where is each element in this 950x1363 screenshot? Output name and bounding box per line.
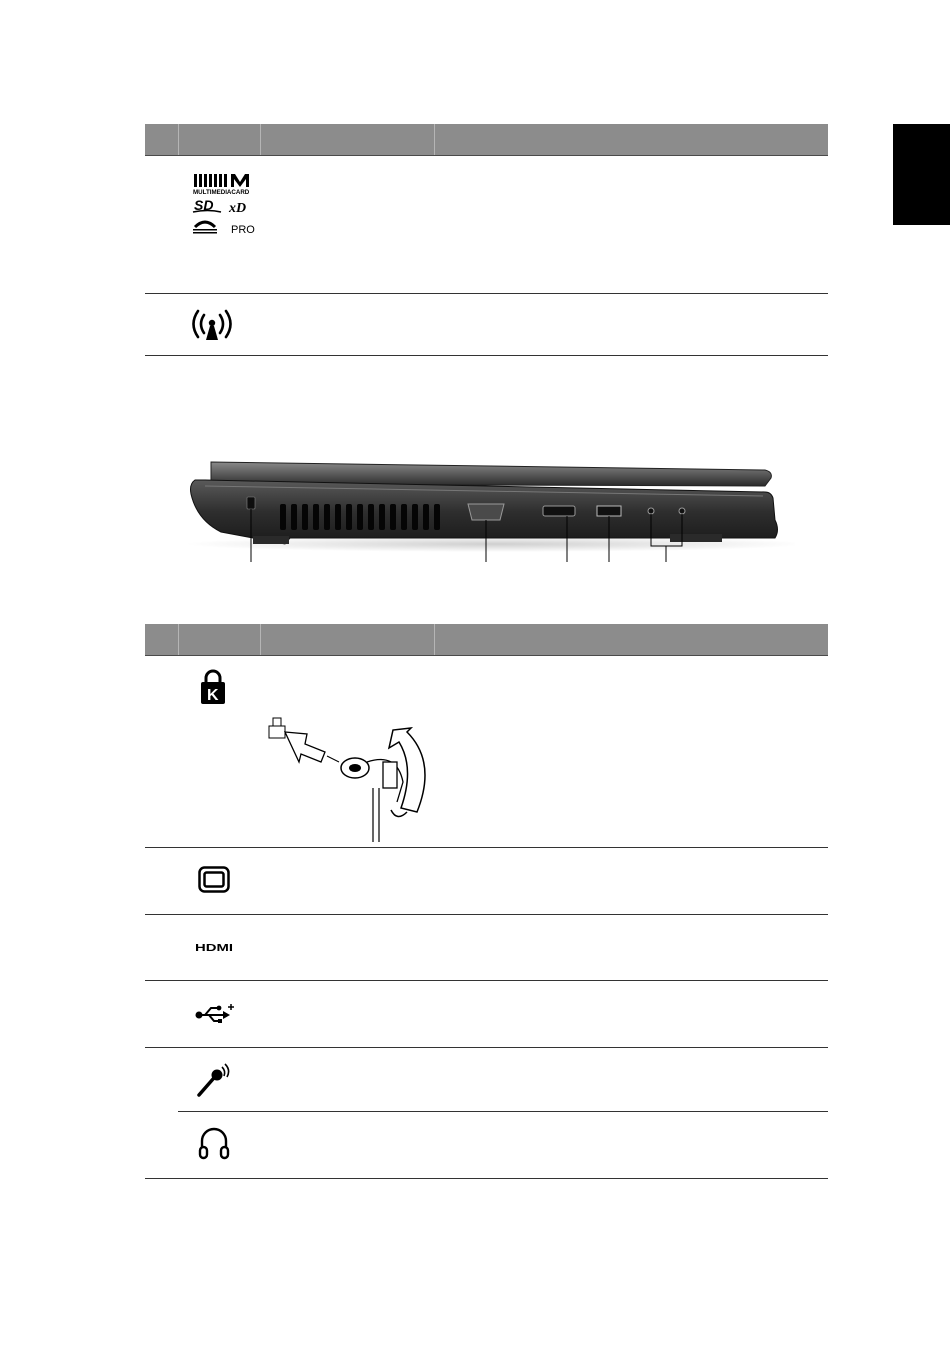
wireless-communication-indicator-icon bbox=[190, 308, 234, 342]
row-divider bbox=[178, 1111, 828, 1112]
table-header bbox=[145, 124, 828, 156]
xd-logo-text: xD bbox=[229, 201, 247, 216]
svg-text:SD: SD bbox=[194, 197, 214, 213]
kensington-lock-illustration bbox=[267, 712, 437, 844]
table-header bbox=[145, 624, 828, 656]
microphone-jack-icon bbox=[195, 1063, 231, 1099]
top-components-table bbox=[145, 124, 828, 356]
row-divider bbox=[145, 1178, 828, 1179]
row-divider bbox=[145, 355, 828, 356]
vga-display-port-icon bbox=[198, 866, 230, 894]
row-divider bbox=[145, 1047, 828, 1048]
laptop-left-side-view bbox=[175, 440, 795, 590]
headphone-jack-icon bbox=[198, 1126, 230, 1160]
pro-logo-text: PRO bbox=[231, 224, 255, 236]
kensington-k-text: K bbox=[207, 687, 219, 704]
kensington-lock-icon bbox=[198, 669, 228, 705]
row-divider bbox=[145, 980, 828, 981]
mmc-logo-text: MULTIMEDIACARD bbox=[193, 189, 250, 196]
hdmi-logo-text: HDMI bbox=[195, 942, 234, 954]
row-divider bbox=[145, 293, 828, 294]
multi-in-1-card-reader-icon bbox=[191, 171, 261, 237]
left-side-components-table bbox=[145, 624, 828, 1180]
language-side-tab bbox=[893, 124, 950, 225]
row-divider bbox=[145, 847, 828, 848]
row-divider bbox=[145, 914, 828, 915]
usb-icon bbox=[195, 1002, 235, 1026]
hdmi-icon bbox=[195, 940, 235, 954]
